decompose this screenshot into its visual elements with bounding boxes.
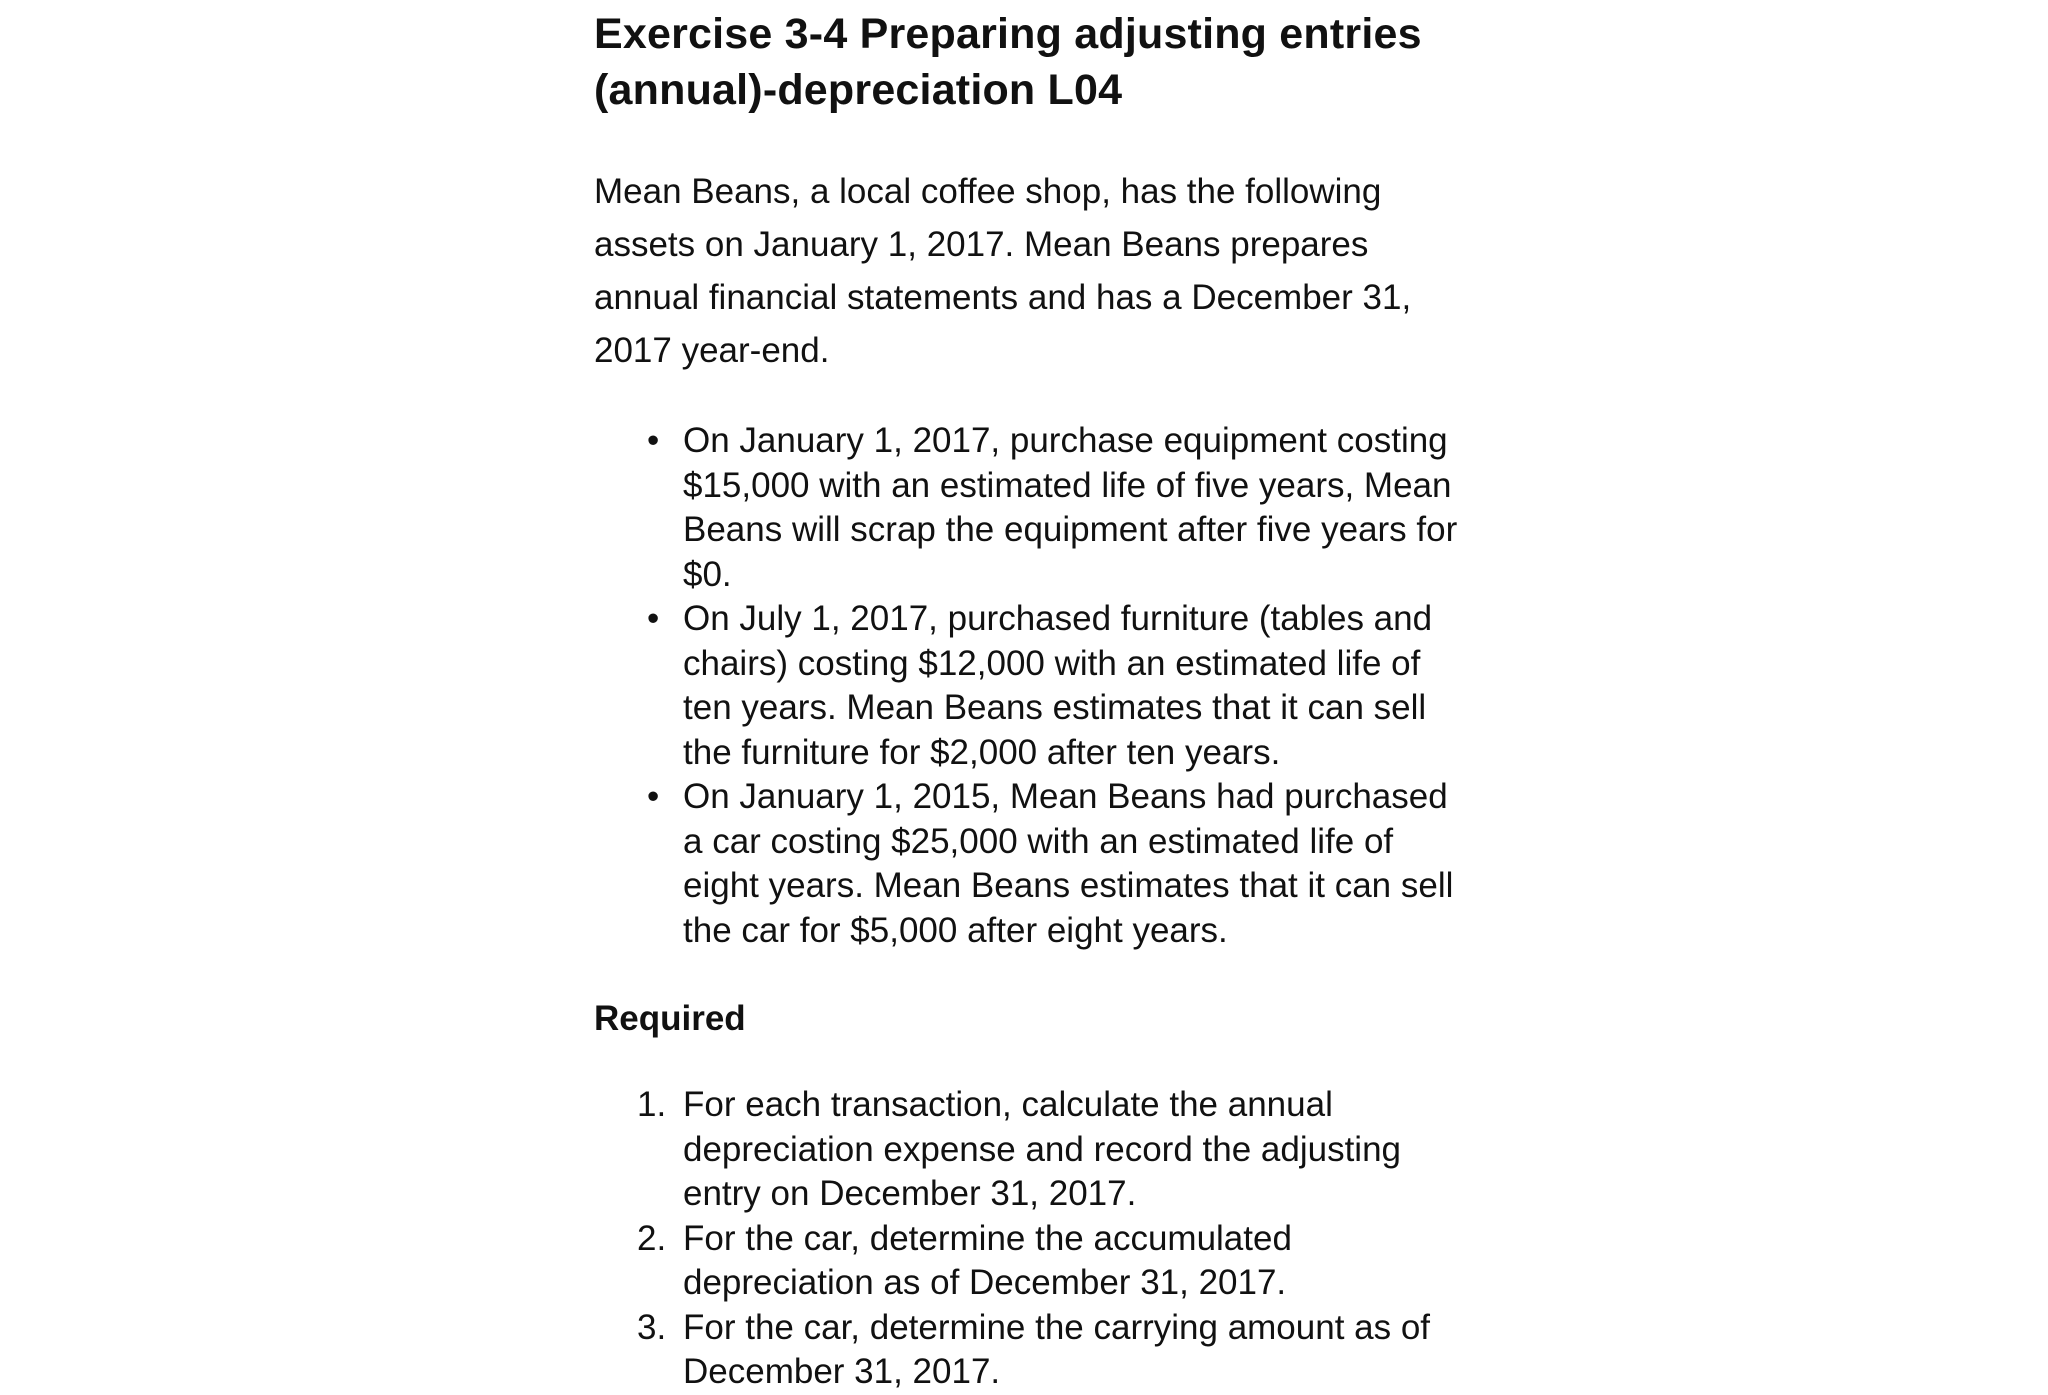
- task-text: For the car, determine the accumulated depreciation as of December 31, 2017.: [683, 1218, 1292, 1302]
- task-number: 2.: [637, 1218, 667, 1258]
- task-list: [594, 1083, 1474, 1395]
- asset-list: [594, 419, 1474, 953]
- asset-text: On January 1, 2015, Mean Beans had purchased a car costing $25,000 with an estimated life of eight years. Mean Beans estimates that it can sell the car for $5,000 after eight years.: [683, 777, 1454, 950]
- bullet-icon: •: [647, 599, 660, 638]
- intro-paragraph: Mean Beans, a local coffee shop, has the following assets on January 1, 2017. Mean Beans prepares annual financial statements and has a December 31, 2017 year-end.: [594, 172, 1412, 370]
- page-title: Exercise 3-4 Preparing adjusting entries (annual)-depreciation L04: [594, 10, 1422, 114]
- list-item: [637, 1083, 1474, 1217]
- list-item: [647, 419, 1474, 597]
- list-item: [637, 1306, 1474, 1395]
- list-item: [647, 597, 1474, 775]
- task-number: 3.: [637, 1307, 667, 1347]
- task-number: 1.: [637, 1085, 667, 1124]
- exercise-page: [594, 0, 1474, 1395]
- required-heading: Required: [594, 999, 746, 1038]
- bullet-icon: •: [647, 777, 660, 816]
- list-item: [637, 1217, 1474, 1306]
- bullet-icon: •: [647, 421, 660, 460]
- task-text: For the car, determine the carrying amount as of December 31, 2017.: [683, 1307, 1431, 1391]
- task-text: For each transaction, calculate the annual depreciation expense and record the adjusting entry on December 31, 2017.: [683, 1085, 1401, 1213]
- asset-text: On July 1, 2017, purchased furniture (tables and chairs) costing $12,000 with an estimated life of ten years. Mean Beans estimates that it can sell the furniture for $2,000 after ten years.: [683, 599, 1433, 772]
- asset-text: On January 1, 2017, purchase equipment costing $15,000 with an estimated life of five years, Mean Beans will scrap the equipment after five years for $0.: [683, 421, 1458, 594]
- list-item: [647, 775, 1474, 953]
